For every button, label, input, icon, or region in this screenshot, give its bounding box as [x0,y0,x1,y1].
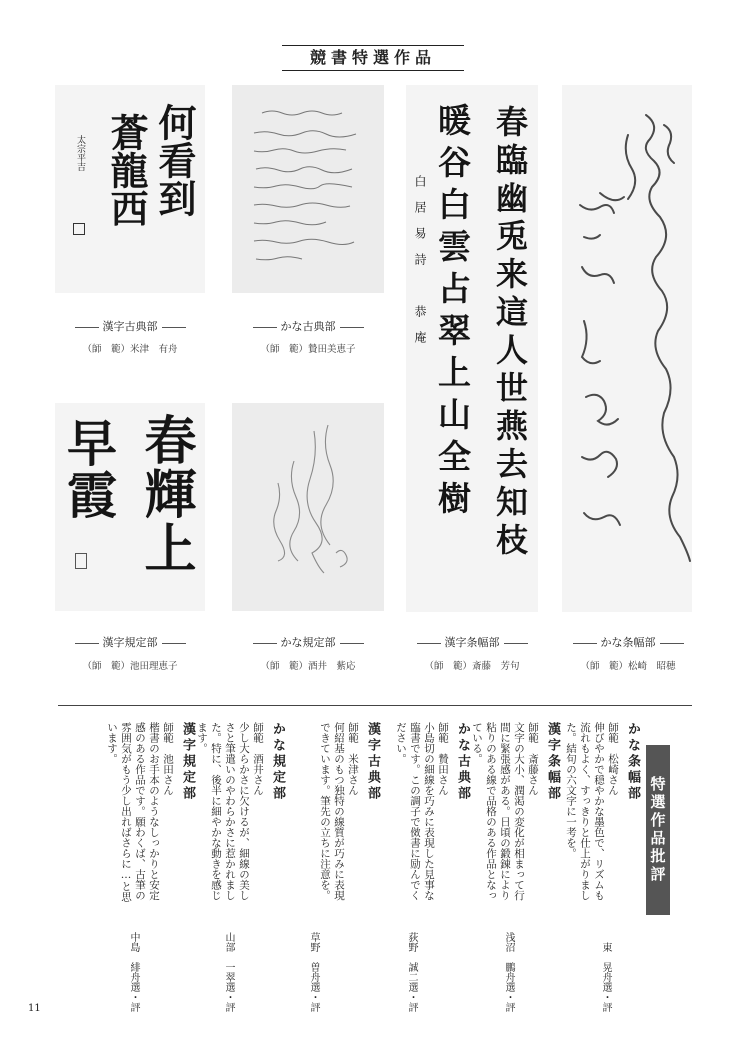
caption-kana-koten: かな古典部 [233,318,383,334]
critique-category: かな条幅部 [625,722,640,802]
judge-name: 荻野 誠二 [406,932,417,982]
critique-signature [222,932,235,1012]
critique-heading: 特選作品批評 [646,745,670,915]
artwork-kana-joufuku [562,85,692,612]
critique-category: かな古典部 [455,722,470,802]
teacher-kanji-joufuku: （師 範）斎藤 芳句 [424,661,520,672]
brush-column-1: 春臨幽兎来這人世燕去知枝 [491,105,529,561]
teacher-kana-koten: （師 範）贄田美恵子 [260,344,356,355]
critique-signature [502,932,515,1012]
critique-signature [307,932,320,1012]
brush-column-2: 暖谷白雲占翠上山全樹 [433,103,472,523]
artwork-kanji-kitei [55,403,205,611]
caption-kanji-koten: 漢字古典部 [55,318,205,334]
judge-role: 選・評 [503,982,514,1012]
critique-category: 漢字古典部 [365,722,380,802]
brush-column-1: 何看到 [152,103,197,217]
judge-role: 選・評 [406,982,417,1012]
judge-name: 草野 曽舟 [308,932,319,982]
critique-teacher: 師範 米津さん [347,722,359,796]
critique-text: 少し大らかさに欠けるが、細線の美しさと筆遣いのやわらかさに惹かれました。特に、後半に細やかな動きを感じます。 [196,722,250,901]
critique-body [195,722,265,902]
judge-role: 選・評 [128,982,139,1012]
critique-kanji-kitei [60,722,195,1012]
section-divider [58,705,692,706]
critique-body [394,722,450,902]
critique-teacher: 師範 池田さん [162,722,174,796]
kana-koten-script-svg [232,85,384,293]
critique-text: 楷書のお手本のようなしっかりと安定感のある作品です。願わくば、古筆の雰囲気がもう少し出ればさらに…と思います。 [106,722,160,902]
teacher-kanji-koten: （師 範）米津 有舟 [82,344,178,355]
critique-teacher: 師範 贄田さん [437,722,449,796]
section-title: 競書特選作品 [282,45,464,71]
critique-text: 文字の大小、潤渇の変化が相まって行間に緊張感がある。日頃の鍛錬により粘りのある線で品格のある作品となっている。 [471,722,525,901]
critique-text: 何紹基のもつ独特の線質が巧みに表現できています。筆先の立ちに注意を。 [319,722,345,901]
critique-kana-joufuku [565,722,640,1012]
judge-name: 中島 緋舟 [128,932,139,982]
teacher-kanji-kitei: （師 範）池田理恵子 [82,661,178,672]
critique-kana-kitei [196,722,285,1012]
critique-body [105,722,175,902]
judge-name: 浅沼 鵬舟 [503,932,514,982]
critique-teacher: 師範 斎藤さん [527,722,539,796]
critique-signature [405,932,418,1012]
critique-text: 伸びやかで穏やかな墨色で、リズムも流れもよく、すっきりと仕上がりました。結句の六文字に一考を。 [565,722,605,901]
critique-signature [599,942,612,1012]
artwork-kana-koten [232,85,384,293]
critique-teacher: 師範 松崎さん [607,722,619,796]
teacher-kana-kitei: （師 範）酒井 紫応 [260,661,356,672]
artwork-kana-kitei [232,403,384,611]
caption-kanji-joufuku: 漢字条幅部 [397,634,547,650]
critique-signature [127,932,140,1012]
brush-column-1: 春輝上 [135,413,196,575]
critique-body [564,722,620,902]
critique-text: 小島切の細線を巧みに表現した見事な臨書です。この調子で傚書に励んでください。 [395,722,435,901]
critique-body [470,722,540,902]
kana-joufuku-script-svg [562,85,692,612]
signature-text: 太宗平吉 [75,135,85,171]
caption-kana-joufuku: かな条幅部 [553,634,703,650]
kana-kitei-script-svg [232,403,384,611]
caption-kana-kitei: かな規定部 [233,634,383,650]
artwork-kanji-koten [55,85,205,293]
critique-category: かな規定部 [270,722,285,802]
page-number: 11 [28,1003,41,1014]
critique-kanji-koten [290,722,380,1012]
brush-column-2: 蒼龍西 [104,113,149,227]
caption-kanji-kitei: 漢字規定部 [55,634,205,650]
judge-role: 選・評 [600,982,611,1012]
critique-kana-koten [385,722,470,1012]
critique-category: 漢字条幅部 [545,722,560,802]
critique-body [318,722,360,902]
judge-name: 東 晃舟 [600,942,611,982]
judge-name: 山部 一翠 [223,932,234,982]
signature-text: 白居易詩 恭庵 [413,175,427,357]
critique-category: 漢字規定部 [180,722,195,802]
judge-role: 選・評 [308,982,319,1012]
brush-column-2: 早霞 [59,417,118,521]
teacher-kana-joufuku: （師 範）松崎 昭穂 [580,661,676,672]
artwork-kanji-joufuku [406,85,538,612]
seal-stamp [73,223,85,235]
critique-kanji-joufuku [471,722,560,1012]
judge-role: 選・評 [223,982,234,1012]
critique-teacher: 師範 酒井さん [252,722,264,796]
seal-stamp [75,553,87,569]
